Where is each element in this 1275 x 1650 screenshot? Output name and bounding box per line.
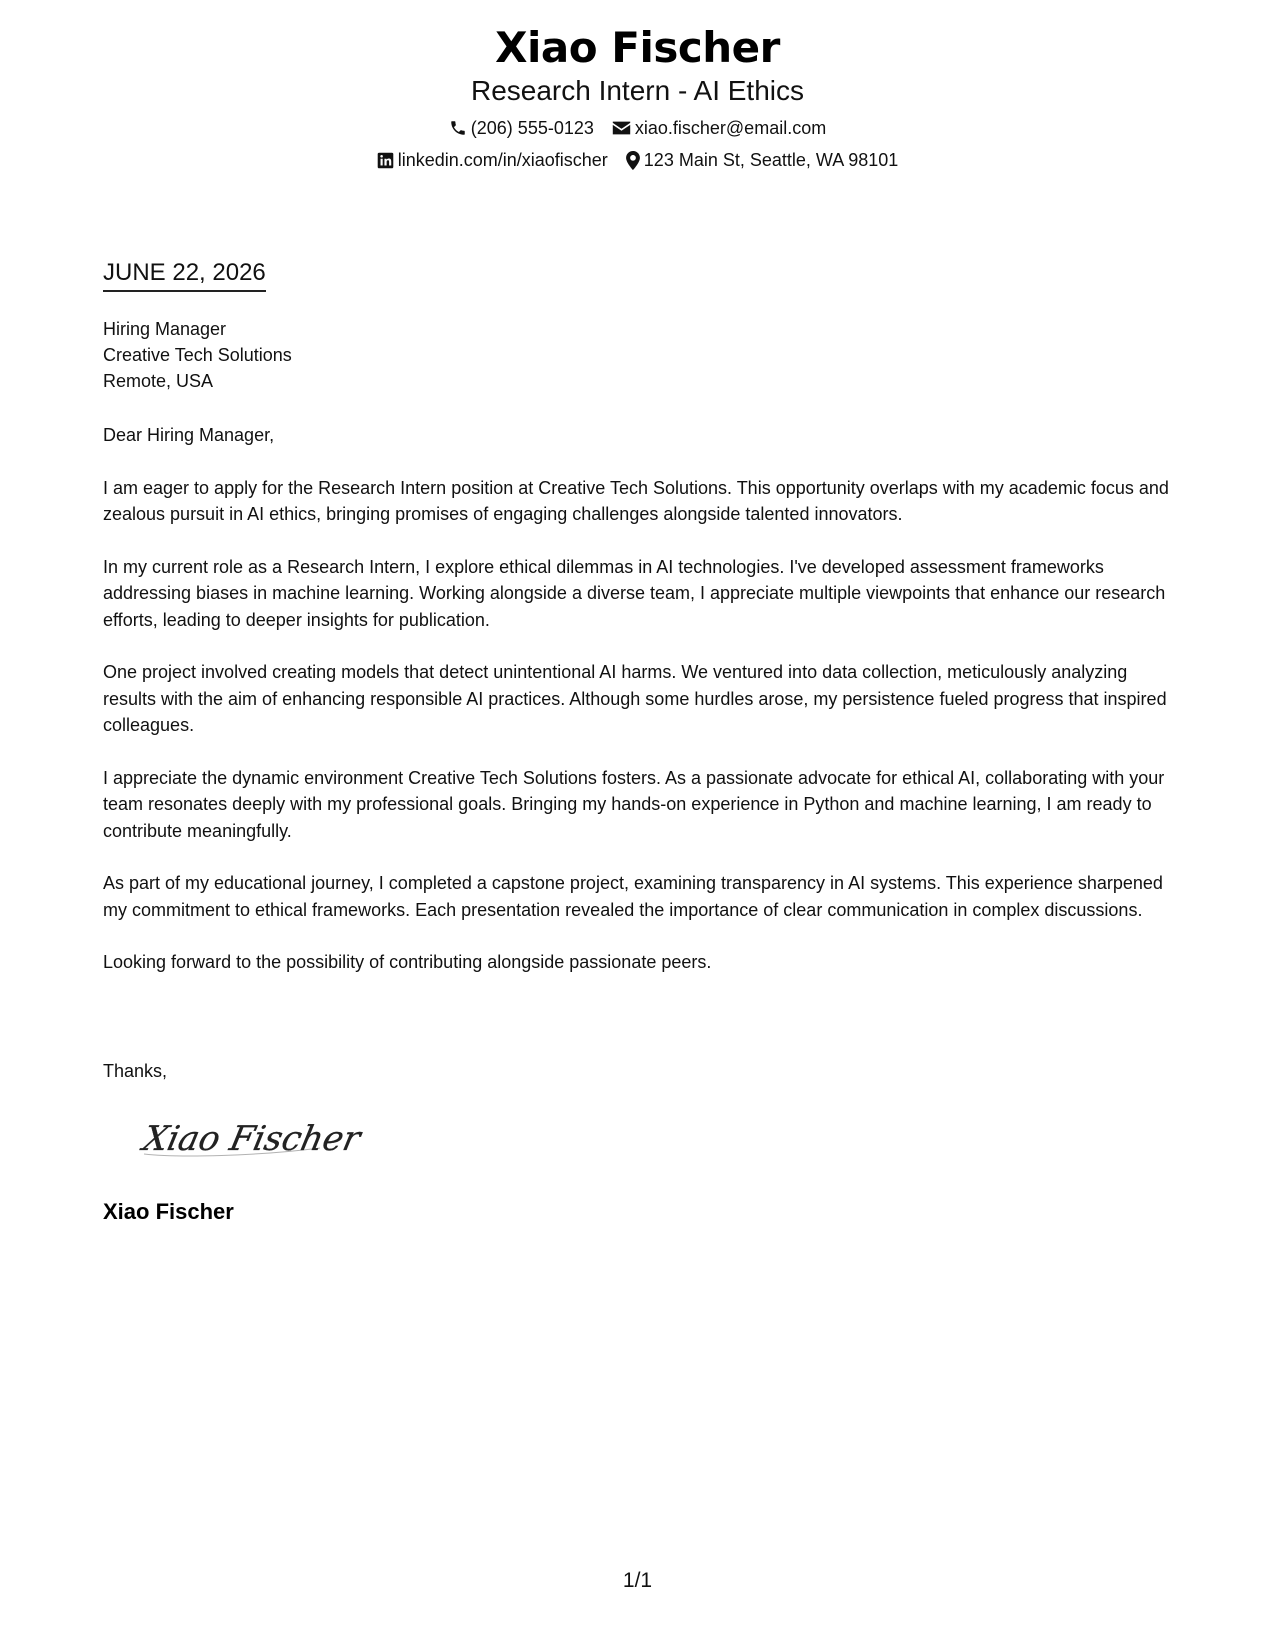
body-paragraph-4: I appreciate the dynamic environment Creative Tech Solutions fosters. As a passionate advocate for ethical AI, collaborating with your team resonates deeply with my professional goals. Bringing my hands-on experience in Python and machine learning, I am ready to contribute meaningfully. (103, 767, 1165, 841)
contact-address (626, 148, 899, 172)
phone-icon (449, 119, 467, 137)
recipient-title: Hiring Manager (103, 319, 227, 339)
envelope-icon (612, 120, 631, 136)
contact-email (612, 116, 826, 140)
contact-row-secondary (0, 148, 1275, 172)
body-paragraph-1: I am eager to apply for the Research Intern position at Creative Tech Solutions. This opportunity overlaps with my academic focus and zealous pursuit in AI ethics, bringing promises of engaging challenges alongside talented innovators. (103, 477, 1169, 524)
linkedin-url[interactable]: linkedin.com/in/xiaofischer (397, 150, 608, 170)
page-number: 1/1 (622, 1569, 653, 1592)
body-paragraph-6: Looking forward to the possibility of contributing alongside passionate peers. (103, 952, 712, 972)
street-address: 123 Main St, Seattle, WA 98101 (643, 150, 899, 170)
signature-text: Xiao Fischer (139, 1119, 364, 1159)
body-paragraph-2: In my current role as a Research Intern, I explore ethical dilemmas in AI technologies. I've developed assessment frameworks addressing biases in machine learning. Working alongside a diverse team, I appreciate multiple viewpoints that enhance our research efforts, leading to deeper insights for publication. (103, 556, 1166, 630)
email-address[interactable]: xiao.fischer@email.com (634, 118, 827, 138)
letter-header (0, 22, 1275, 172)
signer-name: Xiao Fischer (103, 1199, 234, 1224)
recipient-location: Remote, USA (103, 371, 214, 391)
closing: Thanks, (103, 1061, 168, 1081)
handwritten-signature (138, 1110, 364, 1171)
map-pin-icon (626, 151, 640, 170)
recipient-block (103, 316, 292, 394)
phone-number[interactable]: (206) 555-0123 (470, 118, 594, 138)
letter-body (103, 422, 1183, 1002)
letter-date: JUNE 22, 2026 (103, 258, 266, 292)
applicant-role: Research Intern - AI Ethics (470, 75, 805, 106)
body-paragraph-5: As part of my educational journey, I completed a capstone project, examining transparency in AI systems. This experience sharpened my commitment to ethical frameworks. Each presentation revealed the importance of clear communication in complex discussions. (103, 873, 1163, 920)
contact-phone (449, 116, 594, 140)
applicant-name: Xiao Fischer (495, 23, 780, 72)
recipient-company: Creative Tech Solutions (103, 345, 292, 365)
contact-linkedin (377, 148, 608, 172)
contact-row-primary (0, 116, 1275, 140)
linkedin-icon (377, 152, 394, 169)
greeting: Dear Hiring Manager, (103, 425, 275, 445)
body-paragraph-3: One project involved creating models that detect unintentional AI harms. We ventured into data collection, meticulously analyzing results with the aim of enhancing responsible AI practices. Although some hurdles arose, my persistence fueled progress that inspired colleagues. (103, 662, 1167, 735)
